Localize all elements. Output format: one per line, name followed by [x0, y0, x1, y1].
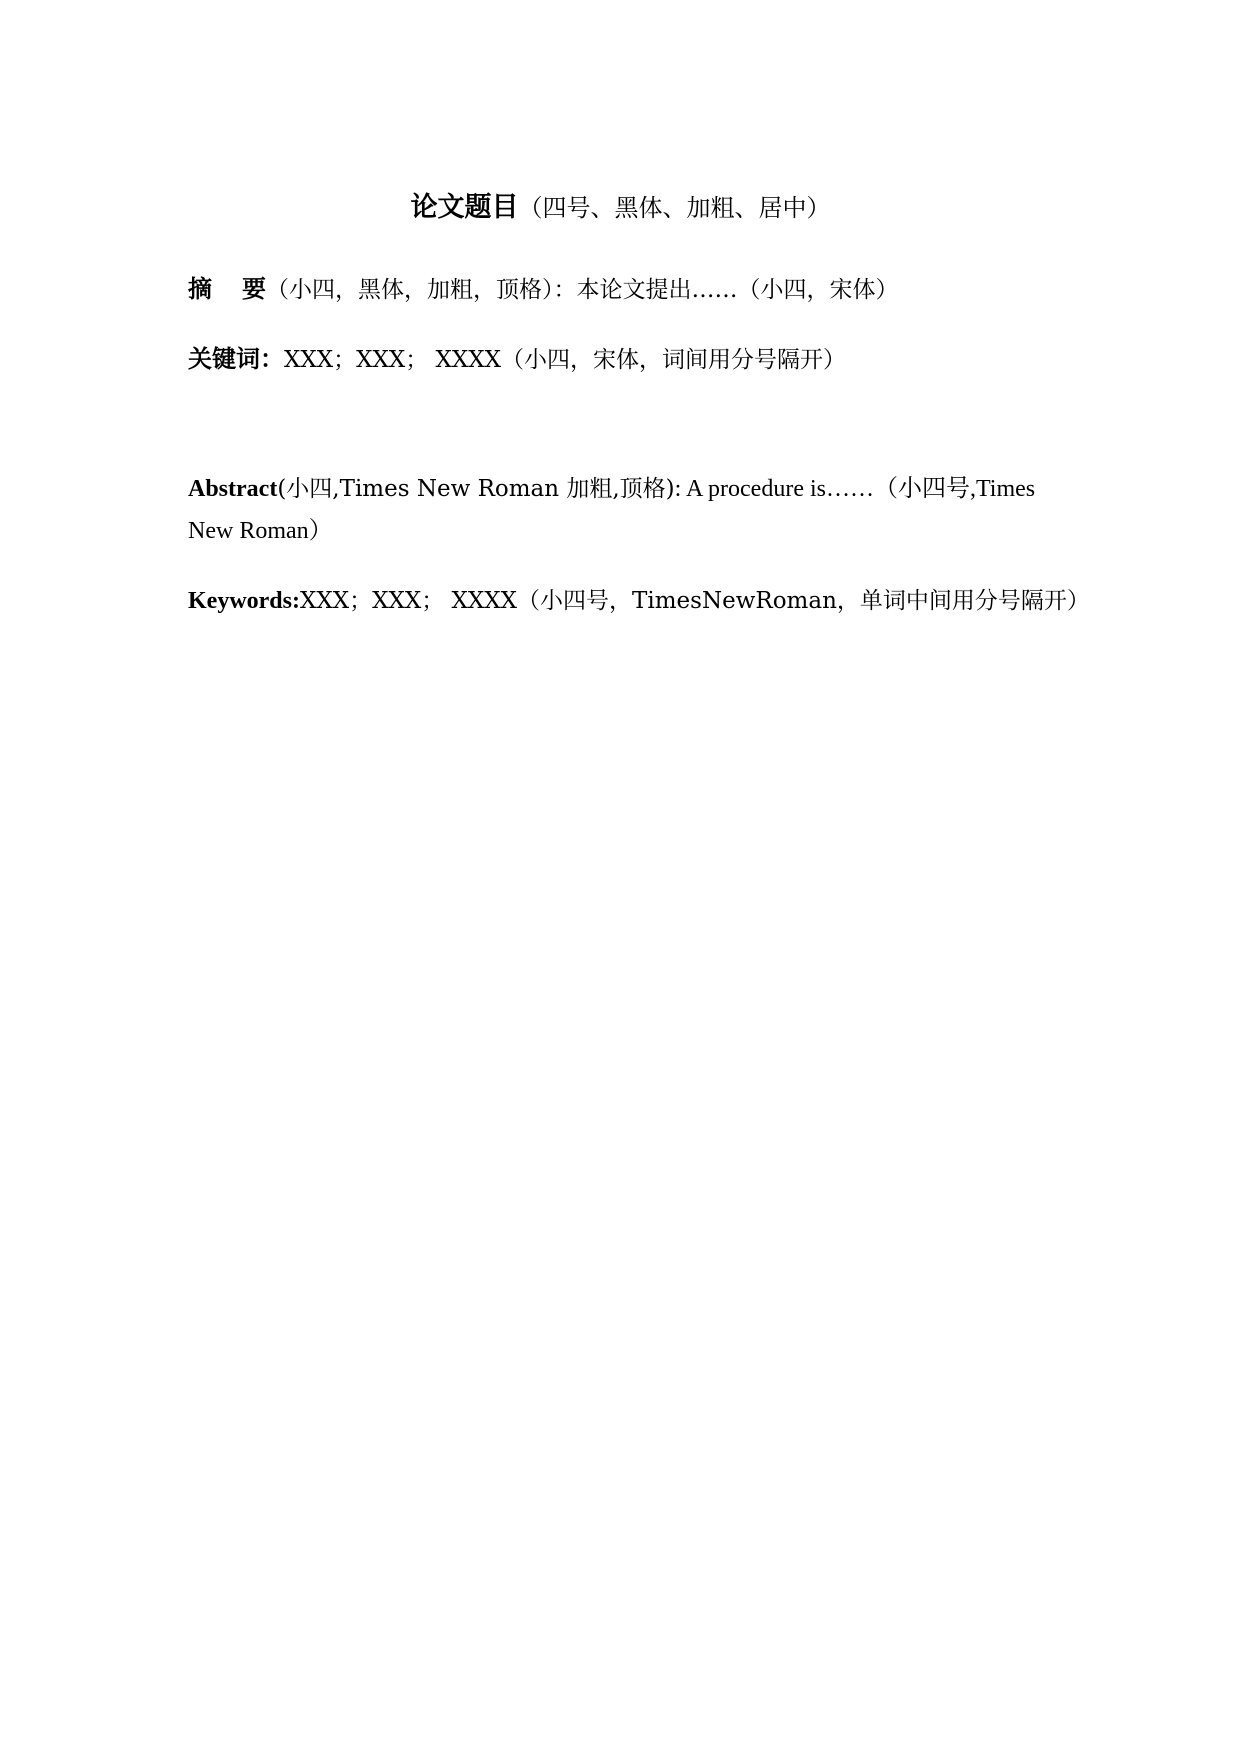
- paper-title: [0, 188, 1241, 232]
- chinese-abstract-label-first: 摘: [188, 275, 212, 303]
- chinese-abstract-format-note: （小四，黑体，加粗，顶格）：: [266, 277, 577, 303]
- chinese-abstract-label-second: 要: [242, 275, 266, 303]
- paper-title-format-note: （四号、黑体、加粗、居中）: [518, 194, 831, 222]
- english-abstract-paragraph: [188, 468, 1068, 552]
- chinese-keywords-label: 关键词：: [188, 345, 284, 373]
- english-abstract-label: Abstract: [188, 476, 278, 502]
- english-keywords-label: Keywords:: [188, 588, 300, 614]
- chinese-abstract-body: 本论文提出……（小四，宋体）: [576, 277, 899, 303]
- english-abstract-format-note: (小四,Times New Roman 加粗,顶格): [277, 476, 675, 502]
- chinese-keywords-line: [188, 338, 1068, 381]
- english-abstract-separator: :: [674, 476, 687, 502]
- english-abstract-body: A procedure is……（小四号,Times New Roman）: [188, 476, 1036, 544]
- english-keywords-line: [188, 580, 1090, 622]
- english-keywords-body: XXX；XXX； XXXX（小四号，TimesNewRoman，单词中间用分号隔开）: [299, 588, 1090, 614]
- paper-title-main: 论文题目: [410, 192, 519, 223]
- chinese-keywords-body: XXX；XXX； XXXX（小四，宋体，词间用分号隔开）: [284, 347, 847, 373]
- chinese-abstract-line: [188, 268, 1068, 311]
